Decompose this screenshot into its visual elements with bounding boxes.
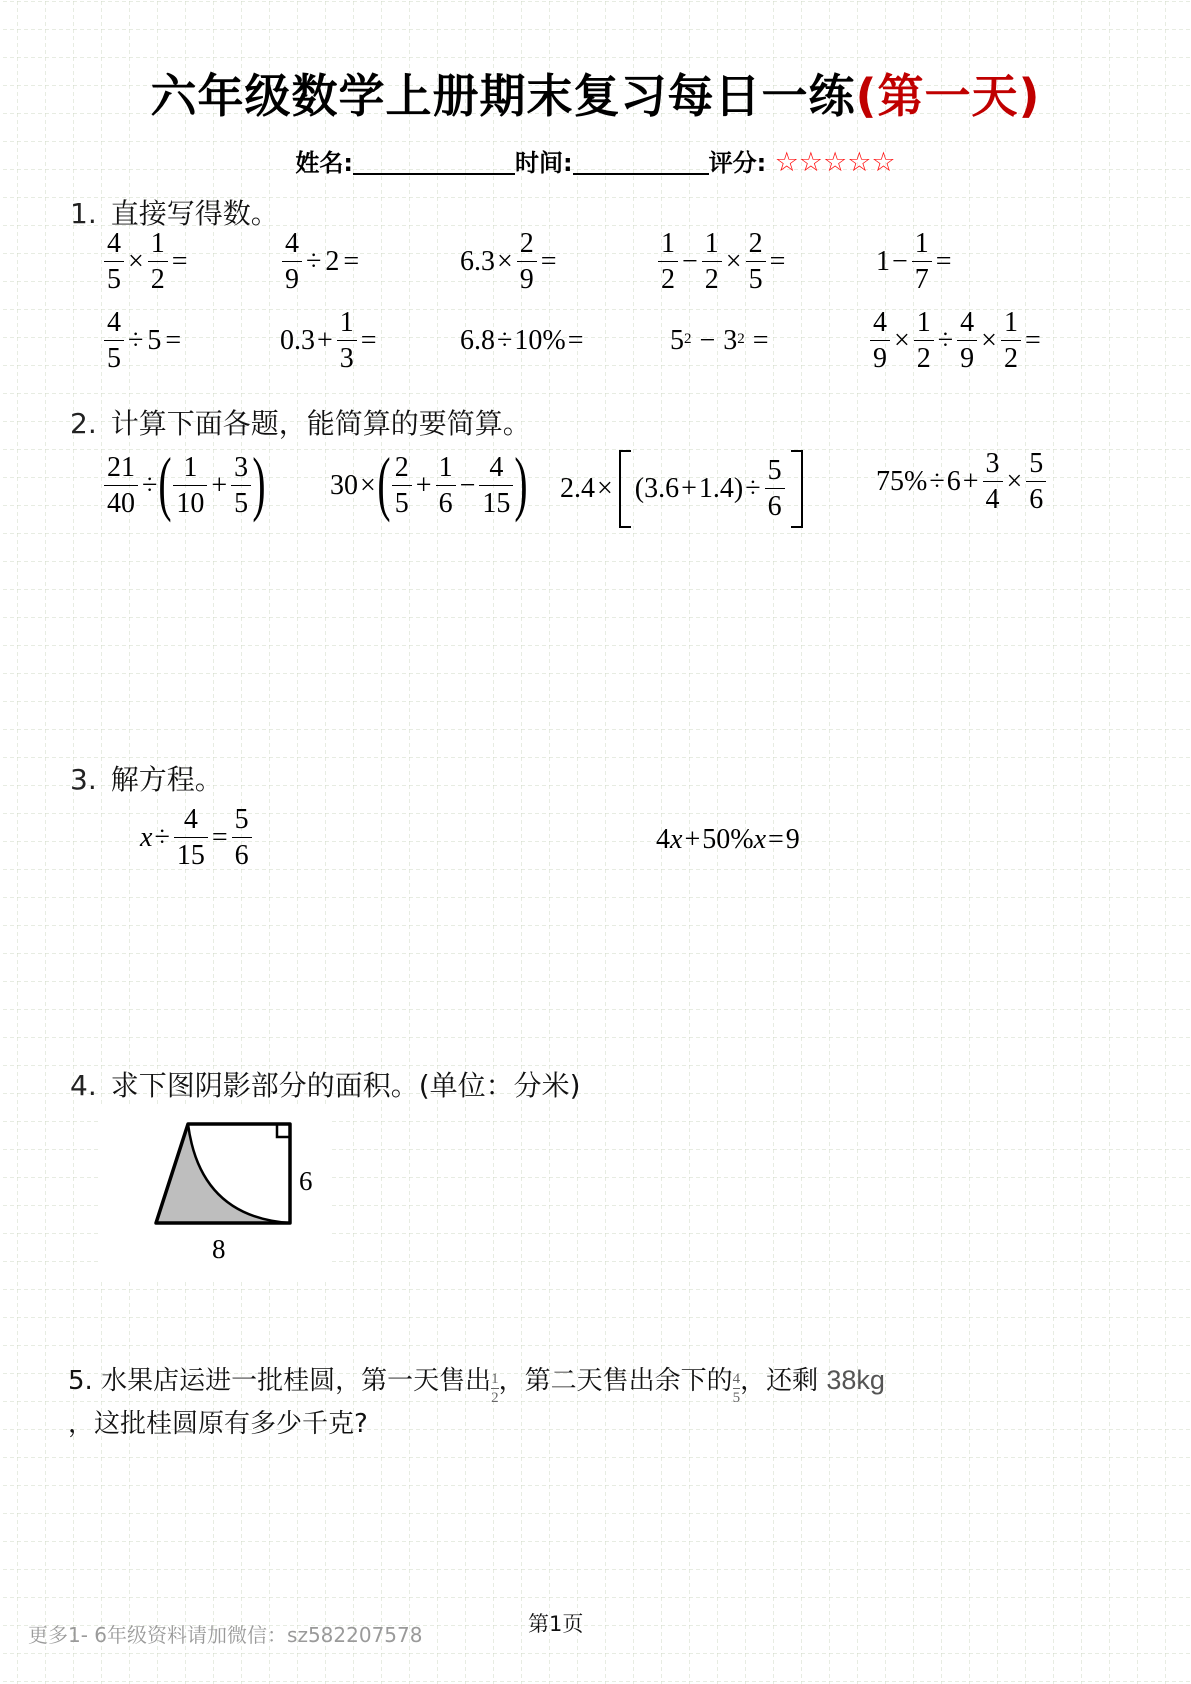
question-number: 1.: [70, 197, 97, 230]
q3-equation-2: 4 x + 50% x = 9: [656, 824, 800, 855]
student-info-line: [0, 146, 1191, 180]
fraction-four-fifths: $\frac{4}{5}$: [732, 1371, 741, 1406]
q1-item-5: 1 − $\frac{1}{7}$ =: [876, 228, 952, 295]
worksheet-title: [0, 66, 1191, 126]
question-number: 4.: [70, 1069, 97, 1102]
question-3-heading: [70, 760, 223, 800]
time-field[interactable]: [573, 147, 709, 175]
title-main: 六年级数学上册期末复习每日一练: [150, 69, 856, 123]
question-5-line-2: ，这批桂圆原有多少千克?: [68, 1409, 368, 1439]
question-title: 计算下面各题，能简算的要简算。: [110, 407, 531, 440]
page-number: 第1页: [528, 1612, 584, 1636]
time-label: 时间:: [515, 149, 573, 177]
q2-item-1: $\frac{21}{40}$ ÷ ( $\frac{1}{10}$ + $\frac{3}{5}$ ): [102, 450, 265, 522]
q3-equation-1: x ÷ $\frac{4}{15}$ = $\frac{5}{6}$: [140, 806, 254, 870]
question-4-heading: [70, 1066, 581, 1106]
question-number: 2.: [70, 407, 97, 440]
height-label: 6: [299, 1166, 313, 1196]
question-2-heading: [70, 404, 531, 444]
shaded-region: [156, 1124, 290, 1223]
q1-item-8: 6.8 ÷ 10% =: [460, 324, 584, 356]
question-5-line-1: 5. 水果店运进一批桂圆，第一天售出 $\frac{1}{2}$ ，第二天售出余下的 $\frac{4}{5}$ ，还剩 38kg: [68, 1365, 885, 1406]
name-field[interactable]: [353, 147, 515, 175]
shaded-area-figure: [100, 1105, 330, 1280]
q1-item-3: 6.3 × $\frac{2}{9}$ =: [460, 228, 557, 295]
base-label: 8: [212, 1234, 226, 1264]
q2-item-2: 30 × ( $\frac{2}{5}$ + $\frac{1}{6}$ − $\frac{4}{15}$ ): [330, 443, 528, 523]
q1-item-6: $\frac{4}{5}$ ÷ 5 =: [102, 309, 183, 373]
q1-item-1: $\frac{4}{5}$ × $\frac{1}{2}$ =: [102, 230, 190, 294]
title-day-accent: (第一天): [855, 69, 1041, 123]
q1-item-9: $5^2$ − $3^2$ =: [670, 324, 769, 356]
q1-item-10: $\frac{4}{9}$ × $\frac{1}{2}$ ÷ $\frac{4}{9}$ × $\frac{1}{2}$ =: [868, 309, 1043, 373]
q1-item-4: $\frac{1}{2}$ − $\frac{1}{2}$ × $\frac{2}{5}$ =: [656, 230, 787, 294]
q2-item-3: 2.4 × (3.6 + 1.4) ÷ $\frac{5}{6}$: [560, 450, 807, 528]
question-number: 3.: [70, 763, 97, 796]
score-label: 评分:: [708, 149, 767, 177]
question-title: 直接写得数。: [110, 197, 279, 230]
fraction-one-half: $\frac{1}{2}$: [491, 1371, 499, 1406]
question-number: 5: [68, 1366, 85, 1396]
question-1-heading: [70, 194, 279, 234]
name-label: 姓名:: [295, 149, 353, 177]
rating-stars-icon[interactable]: ☆☆☆☆☆: [774, 147, 896, 178]
remaining-amount: 38kg: [826, 1365, 885, 1395]
q1-item-7: 0.3 + $\frac{1}{3}$ =: [280, 307, 377, 374]
question-text: . 水果店运进一批桂圆，第一天售出: [84, 1366, 492, 1396]
question-title: 解方程。: [110, 763, 223, 796]
footer-promo-text: 更多1- 6年级资料请加微信：sz582207578: [28, 1623, 423, 1647]
q2-item-4: 75% ÷ 6 + $\frac{3}{4}$ × $\frac{5}{6}$: [876, 450, 1048, 514]
question-title: 求下图阴影部分的面积。(单位：分米): [110, 1069, 581, 1102]
q1-item-2: $\frac{4}{9}$ ÷ 2 =: [280, 230, 361, 294]
